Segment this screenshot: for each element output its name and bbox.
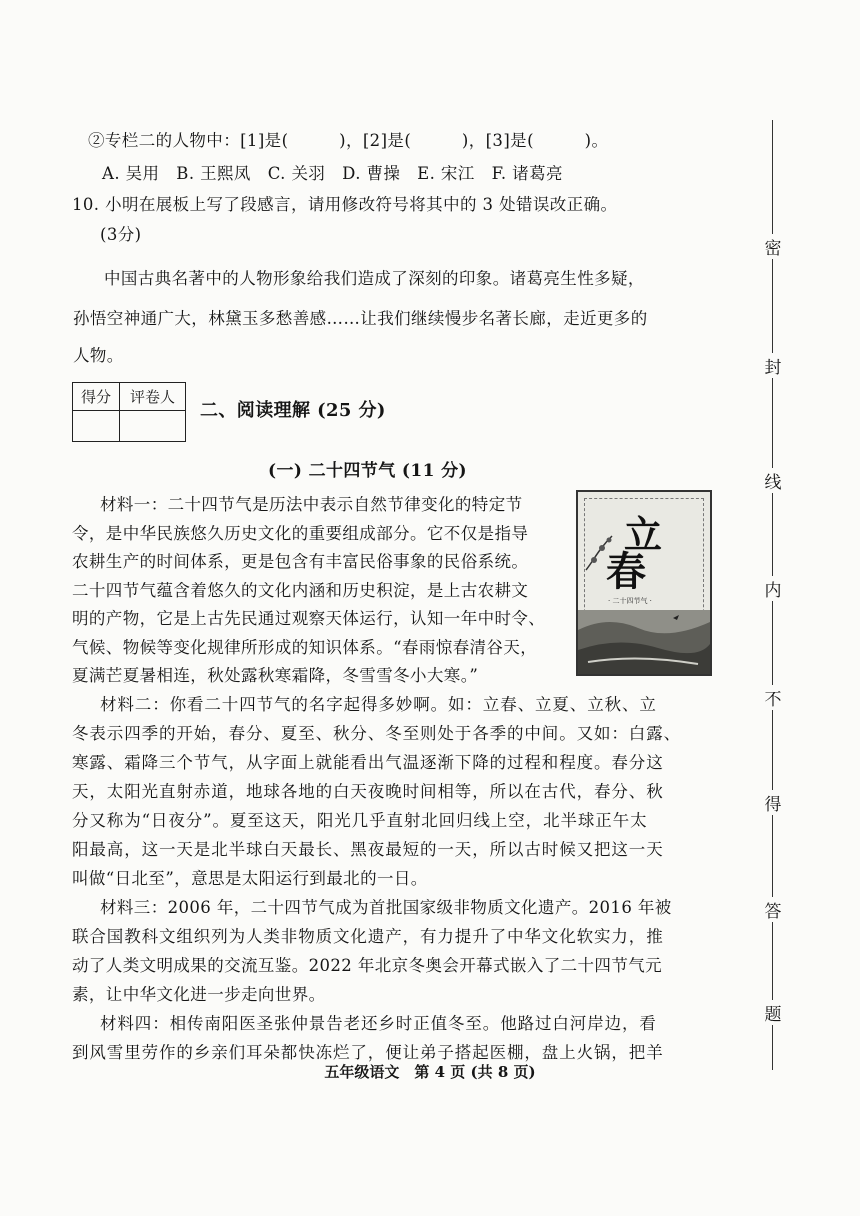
poster-char-chun: 春 [606,548,646,595]
binding-char: 密 [763,234,783,259]
material-line: 冬表示四季的开始，春分、夏至、秋分、冬至则处于各季的中间。又如：白露、 [72,724,681,743]
material-line: 明的产物，它是上古先民通过观察天体运行，认知一年中时令、 [72,609,546,628]
landscape-scene [578,610,710,674]
q10-points: (3分) [100,225,142,244]
material-line: 联合国教科文组织列为人类非物质文化遗产，有力提升了中华文化软实力，推 [72,927,664,946]
q10-passage-line: 人物。 [73,346,124,365]
material-line: 阳最高，这一天是北半球白天最长、黑夜最短的一天，所以古时候又把这一天 [72,840,664,859]
material-line: 夏满芒夏暑相连，秋处露秋寒霜降，冬雪雪冬小大寒。” [72,666,479,685]
material-line: 到风雪里劳作的乡亲们耳朵都快冻烂了，便让弟子搭起医棚，盘上火锅，把羊 [72,1043,664,1062]
material-line: 令，是中华民族悠久历史文化的重要组成部分。它不仅是指导 [72,524,529,543]
binding-char: 答 [763,897,783,922]
score-label: 得分 [73,383,120,411]
material-line: 寒露、霜降三个节气，从字面上就能看出气温逐渐下降的过程和程度。春分这 [72,753,664,772]
material-line: 分又称为“日夜分”。夏至这天，阳光几乎直射北回归线上空，北半球正午太 [72,811,648,830]
binding-char: 题 [763,1000,783,1025]
q9-part2-options: A. 吴用 B. 王熙凤 C. 关羽 D. 曹操 E. 宋江 F. 诸葛亮 [102,164,563,183]
binding-char: 线 [763,468,783,493]
material-line: 叫做“日北至”，意思是太阳运行到最北的一日。 [72,869,428,888]
lichun-poster-image [576,490,712,676]
binding-char: 内 [763,576,783,601]
poster-caption: · 二十四节气 · [608,597,652,605]
material-line: 气候、物候等变化规律所形成的知识体系。“春雨惊春清谷天， [72,638,538,657]
score-box [72,382,186,442]
q9-part2-question: ②专栏二的人物中：[1]是( )，[2]是( )，[3]是( )。 [88,131,609,150]
material-line: 素，让中华文化进一步走向世界。 [72,985,326,1004]
page-footer: 五年级语文 第 4 页 (共 8 页) [324,1063,536,1081]
material-line: 动了人类文明成果的交流互鉴。2022 年北京冬奥会开幕式嵌入了二十四节气元 [72,956,663,975]
material-line: 材料四：相传南阳医圣张仲景告老还乡时正值冬至。他路过白河岸边，看 [100,1014,657,1033]
binding-char: 不 [763,685,783,710]
subsection-title: (一) 二十四节气 (11 分) [268,461,467,481]
grader-label: 评卷人 [120,383,185,411]
material-line: 天，太阳光直射赤道，地球各地的白天夜晚时间相等，所以在古代，春分、秋 [72,782,664,801]
binding-char: 得 [763,790,783,815]
q10-question: 10. 小明在展板上写了段感言，请用修改符号将其中的 3 处错误改正确。 [72,195,618,214]
q10-passage-line: 中国古典名著中的人物形象给我们造成了深刻的印象。诸葛亮生性多疑， [104,269,645,288]
poster-char-li: 立 [624,512,663,557]
q10-passage-line: 孙悟空神通广大，林黛玉多愁善感……让我们继续慢步名著长廊，走近更多的 [73,309,648,328]
material-line: 材料一：二十四节气是历法中表示自然节律变化的特定节 [100,495,523,514]
material-line: 材料二：你看二十四节气的名字起得多妙啊。如：立春、立夏、立秋、立 [100,695,657,714]
material-line: 农耕生产的时间体系，更是包含有丰富民俗事象的民俗系统。 [72,552,529,571]
score-cell [73,411,120,441]
section-title: 二、阅读理解 (25 分) [200,400,386,421]
grader-cell [120,411,185,441]
binding-char: 封 [763,353,783,378]
material-line: 材料三：2006 年，二十四节气成为首批国家级非物质文化遗产。2016 年被 [100,898,672,917]
material-line: 二十四节气蕴含着悠久的文化内涵和历史积淀，是上古农耕文 [72,581,529,600]
